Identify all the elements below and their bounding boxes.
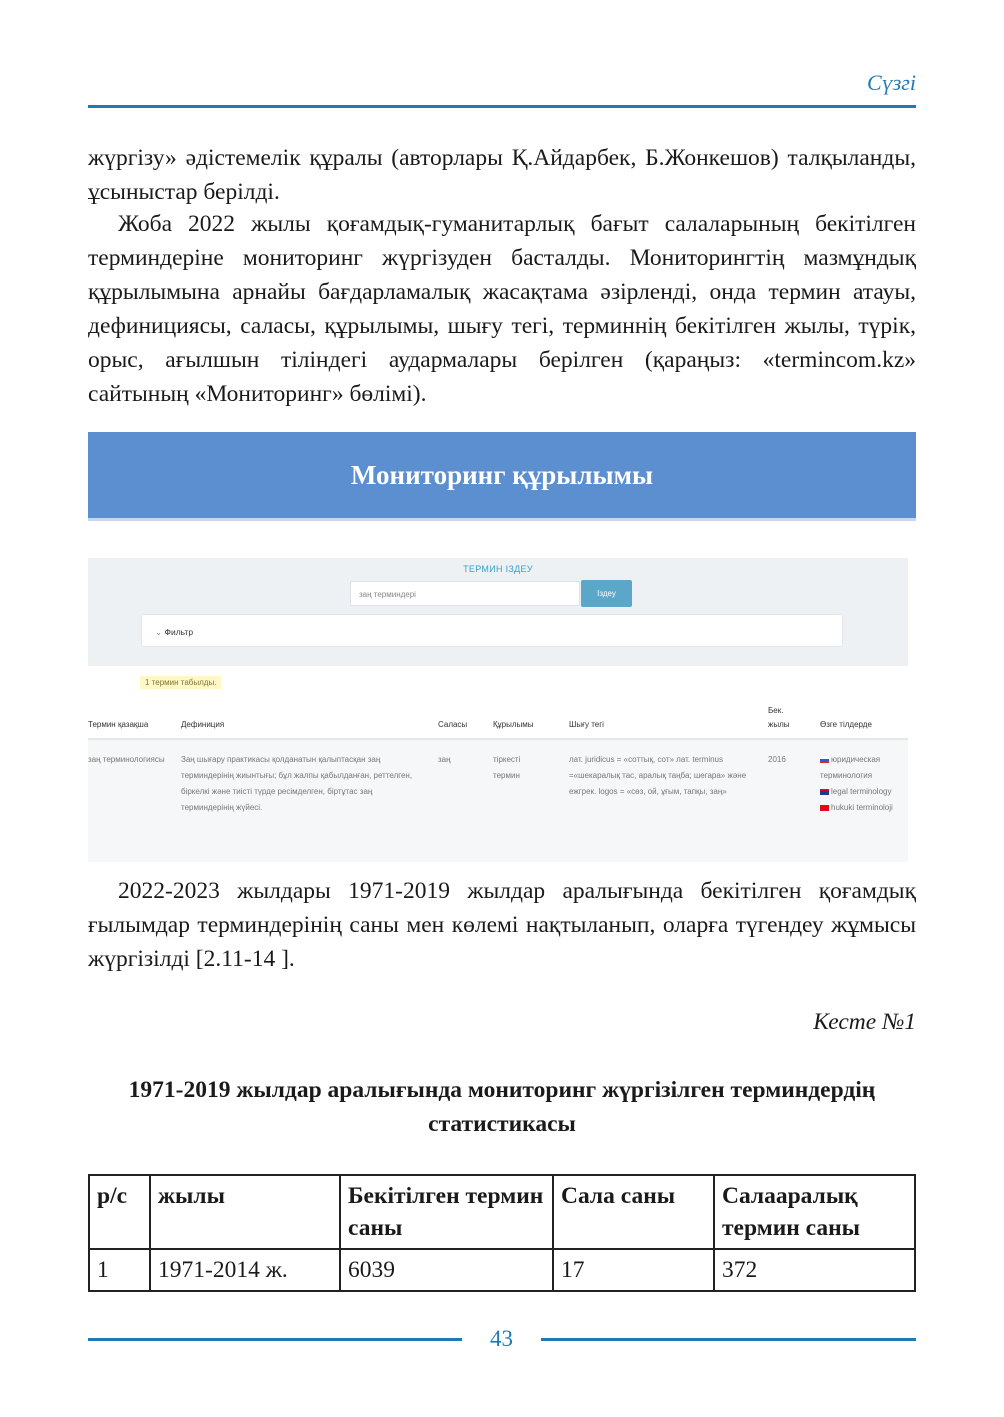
banner-title: Мониторинг құрылымы xyxy=(350,459,654,490)
translation-ru: юридическая терминология xyxy=(820,755,881,780)
cell-field: заң xyxy=(438,755,451,764)
col-field: Саласы xyxy=(438,720,468,729)
page-number: 43 xyxy=(490,1326,513,1351)
table-title: 1971-2019 жылдар аралығында мониторинг жүргізілген терминдердің статистикасы xyxy=(128,1077,876,1137)
th-year: жылы xyxy=(150,1175,340,1249)
search-button[interactable]: Іздеу xyxy=(581,580,632,607)
search-input[interactable]: заң терминдері xyxy=(350,581,580,606)
chevron-down-icon: ⌄ xyxy=(155,627,163,637)
stats-table xyxy=(88,1174,916,1292)
th-number: р/с xyxy=(89,1175,150,1249)
flag-tr-icon xyxy=(820,805,829,811)
cell-origin: лат. juridicus = «соттық, сот» лат. terminus =«шекаралық тас, аралық таңба; шегара» және ежгрек. logos = «сөз, ой, ұғым, тапқы, заң» xyxy=(569,755,747,796)
cell-structure: тіркесті термин xyxy=(493,755,521,780)
cell-field-count: 17 xyxy=(553,1249,714,1291)
header-rule xyxy=(88,105,916,108)
footer-rule-right xyxy=(541,1338,916,1341)
col-year: Бек. жылы xyxy=(768,706,790,729)
col-structure: Құрылымы xyxy=(493,720,534,729)
paragraph-1: жүргізу» әдістемелік құралы (авторлары Қ.Айдарбек, Б.Жонкешов) талқыланды, ұсыныстар берілді. xyxy=(88,145,916,205)
results-count: 1 термин табылды. xyxy=(140,676,221,689)
col-term: Термин қазақша xyxy=(88,720,149,729)
cell-year: 2016 xyxy=(768,755,786,764)
table-row xyxy=(89,1249,915,1291)
footer-rule-left xyxy=(88,1338,462,1341)
flag-ru-icon xyxy=(820,757,829,763)
cell-translations xyxy=(820,752,900,816)
cell-interdisciplinary-terms: 372 xyxy=(714,1249,915,1291)
search-title: ТЕРМИН ІЗДЕУ xyxy=(463,564,533,574)
flag-gb-icon xyxy=(820,789,829,795)
th-approved-terms: Бекітілген термин саны xyxy=(340,1175,553,1249)
paragraph-2: Жоба 2022 жылы қоғамдық-гуманитарлық бағыт салаларының бекітілген терминдеріне мониторинг жүргізуден басталды. Мониторингтің мазмұндық құрылымына арнайы бағдарламалық жасақтама әзірленді, онда термин атауы, дефинициясы, саласы, құрылымы, шығу тегі, терминнің бекітілген жылы, түрік, орыс, ағылшын тіліндегі аудармалары берілген (қараңыз: «termincom.kz» сайтының «Мониторинг» бөлімі). xyxy=(88,211,916,407)
cell-number: 1 xyxy=(89,1249,150,1291)
filter-toggle[interactable] xyxy=(141,614,843,647)
translation-en: legal terminology xyxy=(820,784,900,800)
cell-approved-terms: 6039 xyxy=(340,1249,553,1291)
th-interdisciplinary-terms: Салааралық термин саны xyxy=(714,1175,915,1249)
col-translations: Өзге тілдерде xyxy=(820,720,872,729)
table-caption: Кесте №1 xyxy=(813,1009,916,1035)
section-banner xyxy=(88,432,916,521)
col-definition: Дефиниция xyxy=(181,720,225,729)
cell-definition: Заң шығару практикасы қолданатын қалыптасқан заң терминдерінің жиынтығы; бұл жалпы қабылданған, реттелген, біркелкі және тиісті түрде ресімделген, біртұтас заң терминдерінің жүйесі. xyxy=(181,755,413,812)
table-header-row xyxy=(89,1175,915,1249)
filter-label: Фильтр xyxy=(164,627,194,637)
paragraph-3: 2022-2023 жылдары 1971-2019 жылдар аралығында бекітілген қоғамдық ғылымдар терминдерінің саны мен көлемі нақтыланып, оларға түгендеу жұмысы жүргізілді [2.11-14 ]. xyxy=(88,878,916,972)
search-panel xyxy=(88,558,908,666)
cell-year: 1971-2014 ж. xyxy=(150,1249,340,1291)
cell-term[interactable]: заң терминологиясы xyxy=(88,755,165,764)
running-head: Сүзгі xyxy=(867,70,916,95)
monitoring-screenshot xyxy=(88,558,908,862)
translation-tr: hukuki terminoloji xyxy=(820,800,900,816)
th-field-count: Сала саны xyxy=(553,1175,714,1249)
col-origin: Шығу тегі xyxy=(569,720,604,729)
